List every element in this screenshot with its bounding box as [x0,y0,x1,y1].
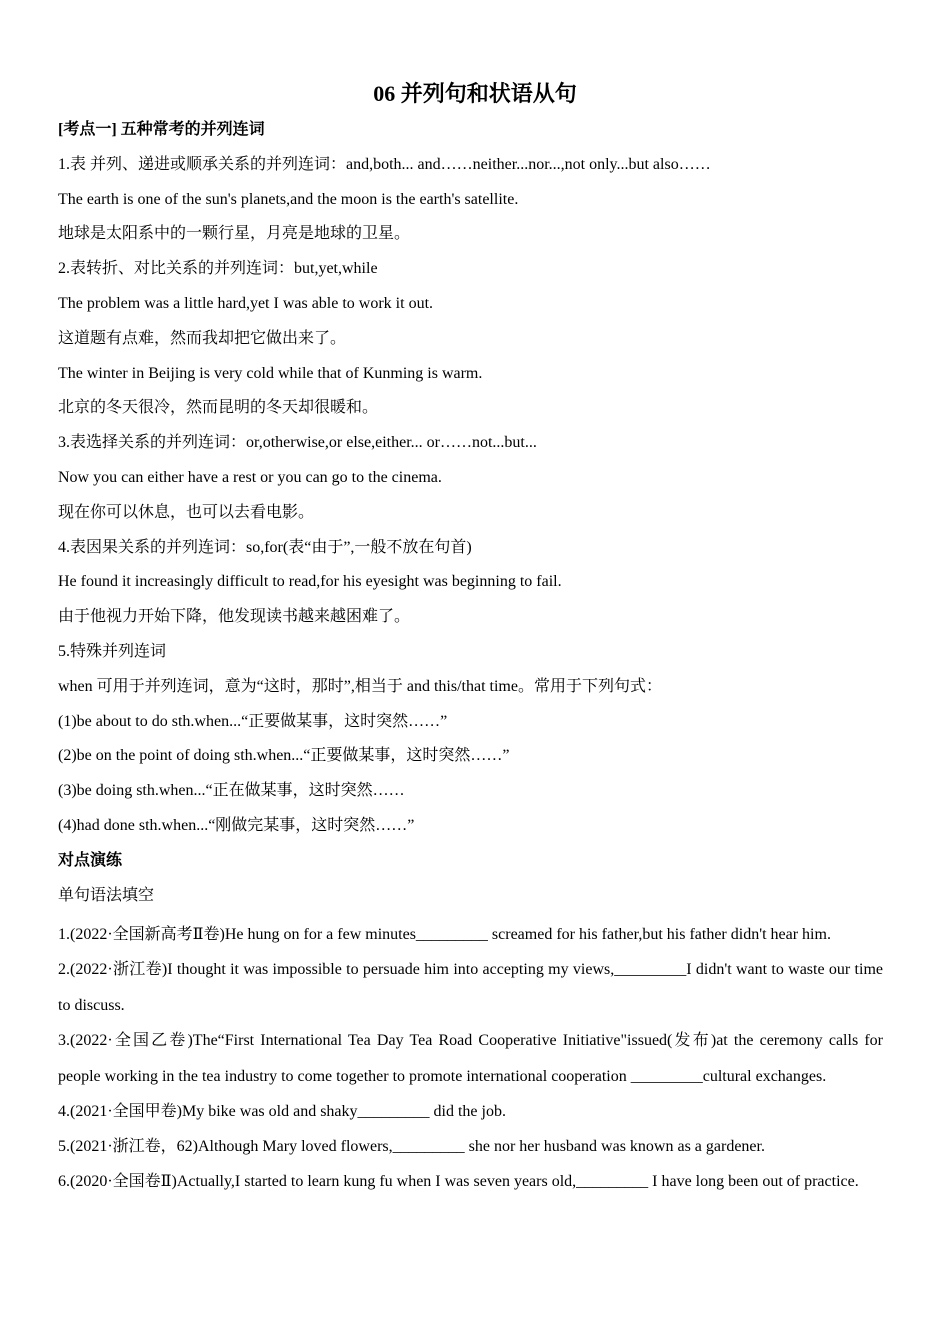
paragraph-line: 由于他视力开始下降，他发现读书越来越困难了。 [58,608,411,626]
exercise-item: 6.(2020·全国卷Ⅱ)Actually,I started to learn kung fu when I was seven years old,_________ I have long been out of practice. [58,1172,859,1190]
exercise-item: 4.(2021·全国甲卷)My bike was old and shaky_________ did the job. [58,1102,506,1120]
exercise-item: 2.(2022·浙江卷)I thought it was impossible to persuade him into accepting my views,_________I didn't want to waste our time to discuss. [58,960,883,1014]
paragraph-line: (3)be doing sth.when...“正在做某事，这时突然…… [58,782,405,800]
paragraph-line: 地球是太阳系中的一颗行星，月亮是地球的卫星。 [58,225,411,243]
section-heading: [考点一] 五种常考的并列连词 [58,121,265,138]
paragraph-line: The winter in Beijing is very cold while that of Kunming is warm. [58,364,483,382]
paragraph-line: (1)be about to do sth.when...“正要做某事，这时突然……” [58,712,448,730]
paragraph-line: The problem was a little hard,yet I was able to work it out. [58,294,434,312]
paragraph-line: (4)had done sth.when...“刚做完某事，这时突然……” [58,816,415,834]
document-title: 06 并列句和状语从句 [373,81,577,106]
exercise-item: 5.(2021·浙江卷，62)Although Mary loved flowers,_________ she nor her husband was known as a gardener. [58,1137,765,1155]
paragraph-line: when 可用于并列连词，意为“这时，那时”,相当于 and this/that time。常用于下列句式： [58,677,662,695]
paragraph-line: He found it increasingly difficult to read,for his eyesight was beginning to fail. [58,573,562,591]
document-body [58,118,883,1200]
paragraph-line: 北京的冬天很冷，然而昆明的冬天却很暖和。 [58,399,379,417]
exercise-item: 3.(2022·全国乙卷)The“First International Tea Day Tea Road Cooperative Initiative"issued(发布)at the ceremony calls for people working in the tea industry to come together to promote international cooperation _________cultural exchanges. [58,1031,883,1085]
paragraph-line: 现在你可以休息，也可以去看电影。 [58,503,315,521]
paragraph-line: 3.表选择关系的并列连词：or,otherwise,or else,either... or……not...but... [58,434,537,452]
paragraph-line: (2)be on the point of doing sth.when...“正要做某事，这时突然……” [58,747,510,765]
paragraph-line: Now you can either have a rest or you can go to the cinema. [58,468,442,486]
exercise-item: 1.(2022·全国新高考Ⅱ卷)He hung on for a few minutes_________ screamed for his father,but his father didn't hear him. [58,925,831,943]
paragraph-line: The earth is one of the sun's planets,and the moon is the earth's satellite. [58,190,519,208]
paragraph-line: 5.特殊并列连词 [58,642,167,660]
paragraph-line: 4.表因果关系的并列连词：so,for(表“由于”,一般不放在句首) [58,538,472,556]
practice-heading: 对点演练 [58,851,123,869]
practice-subheading: 单句语法填空 [58,886,155,904]
paragraph-line: 1.表 并列、递进或顺承关系的并列连词：and,both... and……neither...nor...,not only...but also…… [58,155,711,173]
paragraph-line: 这道题有点难，然而我却把它做出来了。 [58,329,347,347]
paragraph-line: 2.表转折、对比关系的并列连词：but,yet,while [58,260,378,278]
